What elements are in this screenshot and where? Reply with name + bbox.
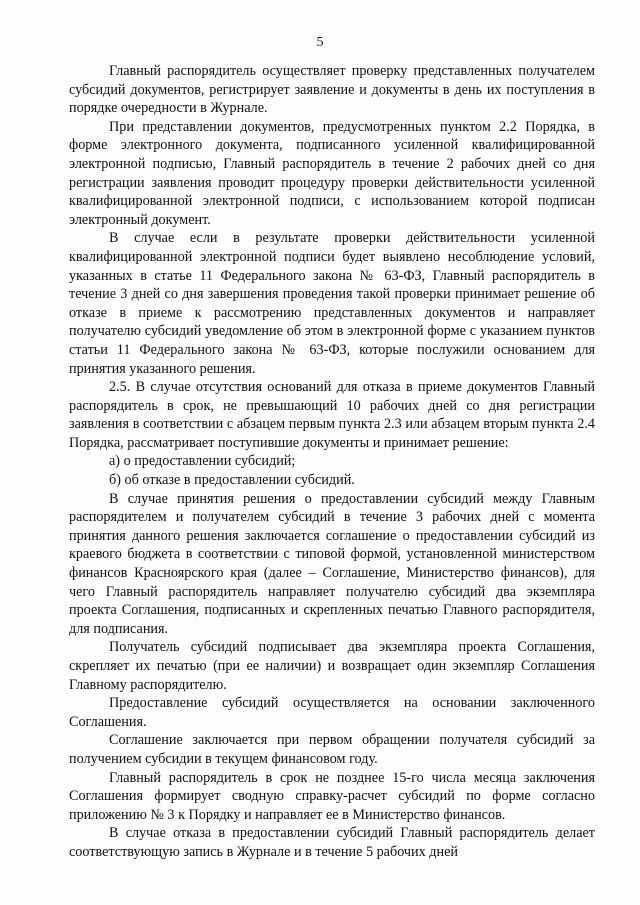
paragraph: Соглашение заключается при первом обращении получателя субсидий за получением субсидии в текущем финансовом году. bbox=[69, 732, 595, 767]
paragraph: Главный распорядитель в срок не позднее 15-го числа месяца заключения Соглашения формирует сводную справку-расчет субсидий по форме согласно приложению № 3 к Порядку и направляет ее в Министерство финансов. bbox=[69, 769, 595, 823]
paragraph: 2.5. В случае отсутствия оснований для отказа в приеме документов Главный распорядитель в срок, не превышающий 10 рабочих дней со дня регистрации заявления в соответствии с абзацем первым пункта 2.3 или абзацем вторым пункта 2.4 Порядка, рассматривает поступившие документы и принимает решение: bbox=[69, 379, 595, 451]
paragraph: Получатель субсидий подписывает два экземпляра проекта Соглашения, скрепляет их печатью (при ее наличии) и возвращает один экземпляр Соглашения Главному распорядителю. bbox=[69, 639, 595, 693]
list-item: б) об отказе в предоставлении субсидий. bbox=[109, 472, 355, 489]
paragraph: В случае если в результате проверки действительности усиленной квалифицированной электронной подписи будет выявлено несоблюдение условий, указанных в статье 11 Федерального закона № 63-ФЗ, Главный распорядитель в течение 3 дней со дня завершения проведения такой проверки принимает решение об отказе в приеме к рассмотрению представленных документов и направляет получателю субсидий уведомление об этом в электронной форме с указанием пунктов статьи 11 Федерального закона № 63-ФЗ, которые послужили основанием для принятия указанного решения. bbox=[69, 230, 595, 377]
paragraph: Предоставление субсидий осуществляется на основании заключенного Соглашения. bbox=[69, 695, 595, 730]
paragraph: Главный распорядитель осуществляет проверку представленных получателем субсидий документов, регистрирует заявление и документы в день их поступления в порядке очередности в Журнале. bbox=[69, 63, 595, 117]
paragraph: В случае отказа в предоставлении субсидий Главный распорядитель делает соответствующую запись в Журнале и в течение 5 рабочих дней bbox=[69, 825, 595, 860]
list-item: а) о предоставлении субсидий; bbox=[109, 453, 296, 470]
paragraph: В случае принятия решения о предоставлении субсидий между Главным распорядителем и получателем субсидий в течение 3 рабочих дней с момента принятия данного решения заключается соглашение о предоставлении субсидий из краевого бюджета в соответствии с типовой формой, установленной министерством финансов Красноярского края (далее – Соглашение, Министерство финансов), для чего Главный распорядитель направляет получателю субсидий два экземпляра проекта Соглашения, подписанных и скрепленных печатью Главного распорядителя, для подписания. bbox=[69, 490, 595, 637]
document-body bbox=[69, 62, 595, 862]
paragraph: При представлении документов, предусмотренных пунктом 2.2 Порядка, в форме электронного документа, подписанного усиленной квалифицированной электронной подписью, Главный распорядитель в течение 2 рабочих дней со дня регистрации заявления проводит процедуру проверки действительности усиленной квалифицированной электронной подписи, с использованием которой подписан электронный документ. bbox=[69, 118, 595, 228]
page-number: 5 bbox=[316, 35, 324, 50]
